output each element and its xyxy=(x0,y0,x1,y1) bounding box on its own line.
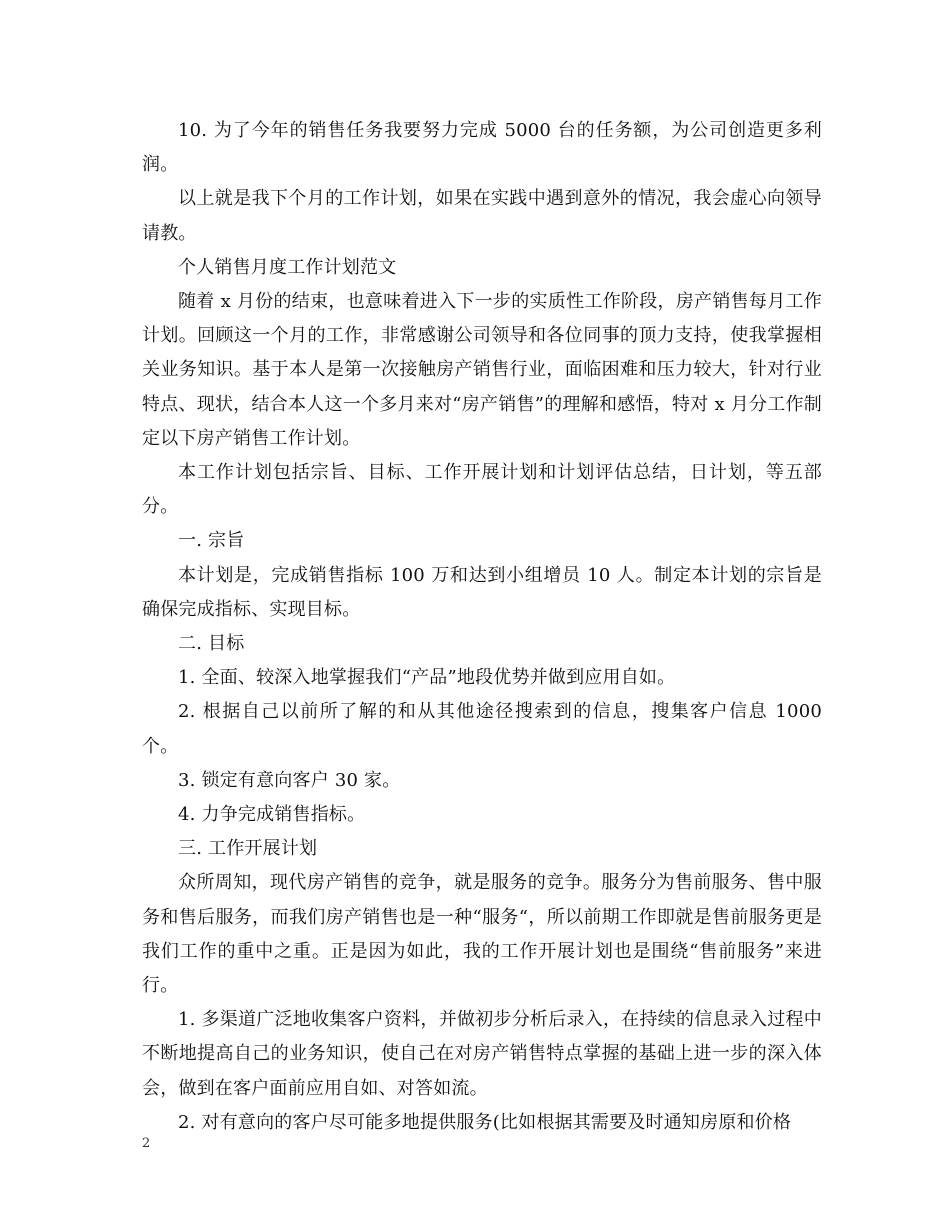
section-title: 个人销售月度工作计划范文 xyxy=(178,256,397,278)
heading-goals: 二. 目标 xyxy=(178,633,245,655)
paragraph: 以上就是我下个月的工作计划，如果在实践中遇到意外的情况，我会虚心向领导请教。 xyxy=(142,188,822,244)
paragraph: 众所周知，现代房产销售的竞争，就是服务的竞争。服务分为售前服务、售中服务和售后服务，而我们房产销售也是一种“服务“，所以前期工作即就是售前服务更是我们工作的重中之重。正是因为如此，我的工作开展计划也是围绕“售前服务”来进行。 xyxy=(142,872,822,997)
page-number: 2 xyxy=(142,1136,151,1151)
heading-work-plan: 三. 工作开展计划 xyxy=(178,838,318,860)
list-item: 4. 力争完成销售指标。 xyxy=(178,804,366,826)
paragraph: 10. 为了今年的销售任务我要努力完成 5000 台的任务额，为公司创造更多利润。 xyxy=(142,120,822,176)
list-item: 1. 全面、较深入地掌握我们“产品”地段优势并做到应用自如。 xyxy=(178,667,676,689)
list-item: 2. 根据自己以前所了解的和从其他途径搜索到的信息，搜集客户信息 1000 个。 xyxy=(142,701,822,757)
paragraph: 本工作计划包括宗旨、目标、工作开展计划和计划评估总结，日计划，等五部分。 xyxy=(142,462,822,518)
list-item: 1. 多渠道广泛地收集客户资料，并做初步分析后录入，在持续的信息录入过程中不断地提高自己的业务知识，使自己在对房产销售特点掌握的基础上进一步的深入体会，做到在客户面前应用自如、对答如流。 xyxy=(142,1009,822,1099)
list-item: 3. 锁定有意向客户 30 家。 xyxy=(178,769,401,791)
paragraph: 本计划是，完成销售指标 100 万和达到小组增员 10 人。制定本计划的宗旨是确保完成指标、实现目标。 xyxy=(142,564,822,620)
heading-purpose: 一. 宗旨 xyxy=(178,530,245,552)
document-body xyxy=(142,114,822,1140)
list-item: 2. 对有意向的客户尽可能多地提供服务(比如根据其需要及时通知房原和价格 xyxy=(178,1111,792,1133)
paragraph: 随着 x 月份的结束，也意味着进入下一步的实质性工作阶段，房产销售每月工作计划。回顾这一个月的工作，非常感谢公司领导和各位同事的顶力支持，使我掌握相关业务知识。基于本人是第一次接触房产销售行业，面临困难和压力较大，针对行业特点、现状，结合本人这一个多月来对“房产销售”的理解和感悟，特对 x 月分工作制定以下房产销售工作计划。 xyxy=(142,291,822,449)
